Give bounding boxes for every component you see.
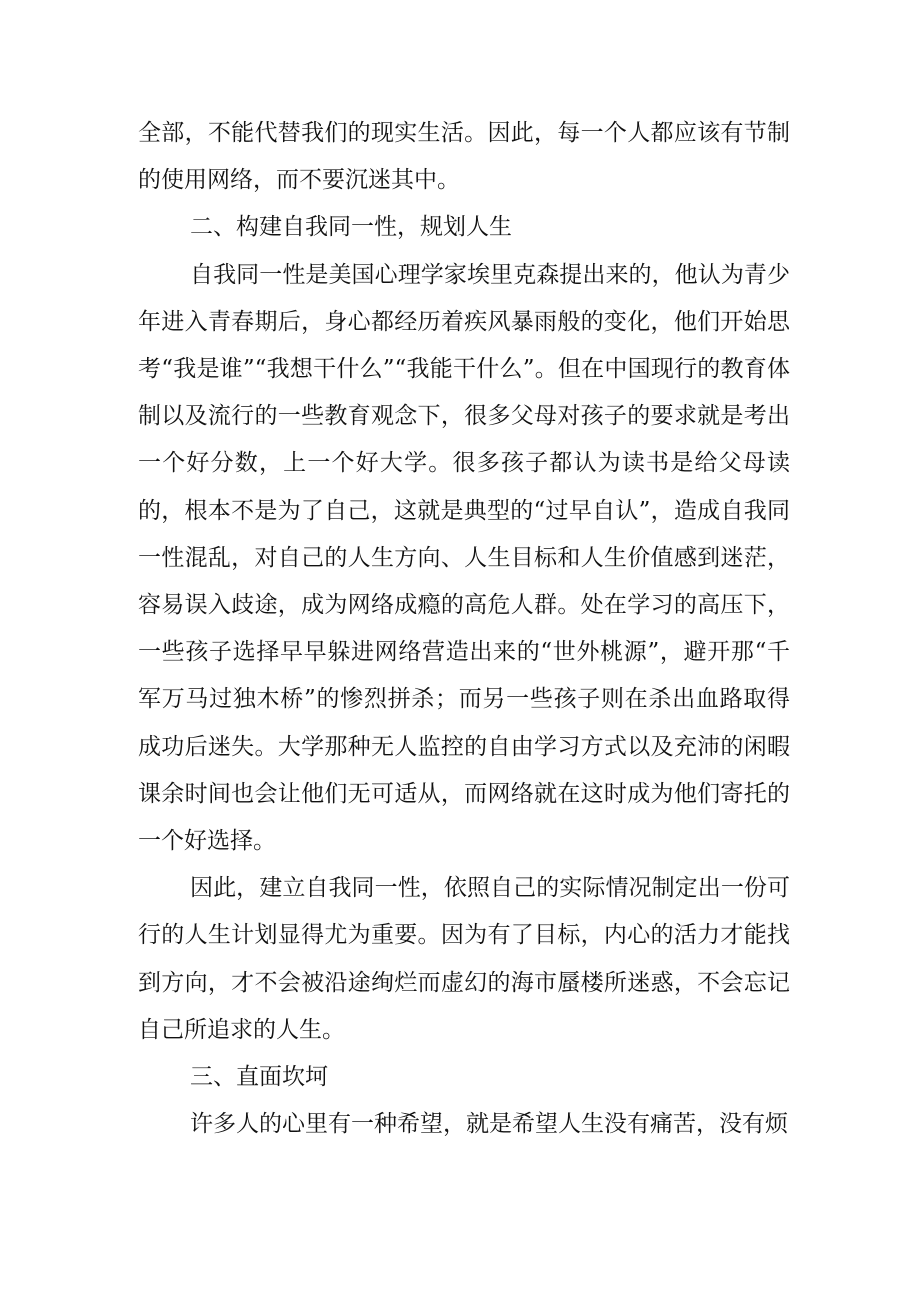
section-heading-2: 二、构建自我同一性，规划人生 [190,214,512,241]
paragraph-life-plan: 因此，建立自我同一性，依照自己的实际情况制定出一份可行的人生计划显得尤为重要。因为有了目标，内心的活力才能找到方向，才不会被沿途绚烂而虚幻的海市蜃楼所迷惑，不会忘记自己所追求的人生。 [138,875,790,1043]
paragraph-identity: 自我同一性是美国心理学家埃里克森提出来的，他认为青少年进入青春期后，身心都经历着疾风暴雨般的变化，他们开始思考“我是谁”“我想干什么”“我能干什么”。但在中国现行的教育体制以及流行的一些教育观念下，很多父母对孩子的要求就是考出一个好分数，上一个好大学。很多孩子都认为读书是给父母读的，根本不是为了自己，这就是典型的“过早自认”，造成自我同一性混乱，对自己的人生方向、人生目标和人生价值感到迷茫，容易误入歧途，成为网络成瘾的高危人群。处在学习的高压下，一些孩子选择早早躲进网络营造出来的“世外桃源”，避开那“千军万马过独木桥”的惨烈拼杀；而另一些孩子则在杀出血路取得成功后迷失。大学那种无人监控的自由学习方式以及充沛的闲暇课余时间也会让他们无可适从，而网络就在这时成为他们寄托的一个好选择。 [138,261,790,855]
section-heading-3: 三、直面坎坷 [190,1064,328,1091]
paragraph-continuation: 全部，不能代替我们的现实生活。因此，每一个人都应该有节制的使用网络，而不要沉迷其中。 [138,120,790,194]
document-body [138,110,790,1148]
paragraph-hardship: 许多人的心里有一种希望，就是希望人生没有痛苦，没有烦 [190,1111,788,1138]
